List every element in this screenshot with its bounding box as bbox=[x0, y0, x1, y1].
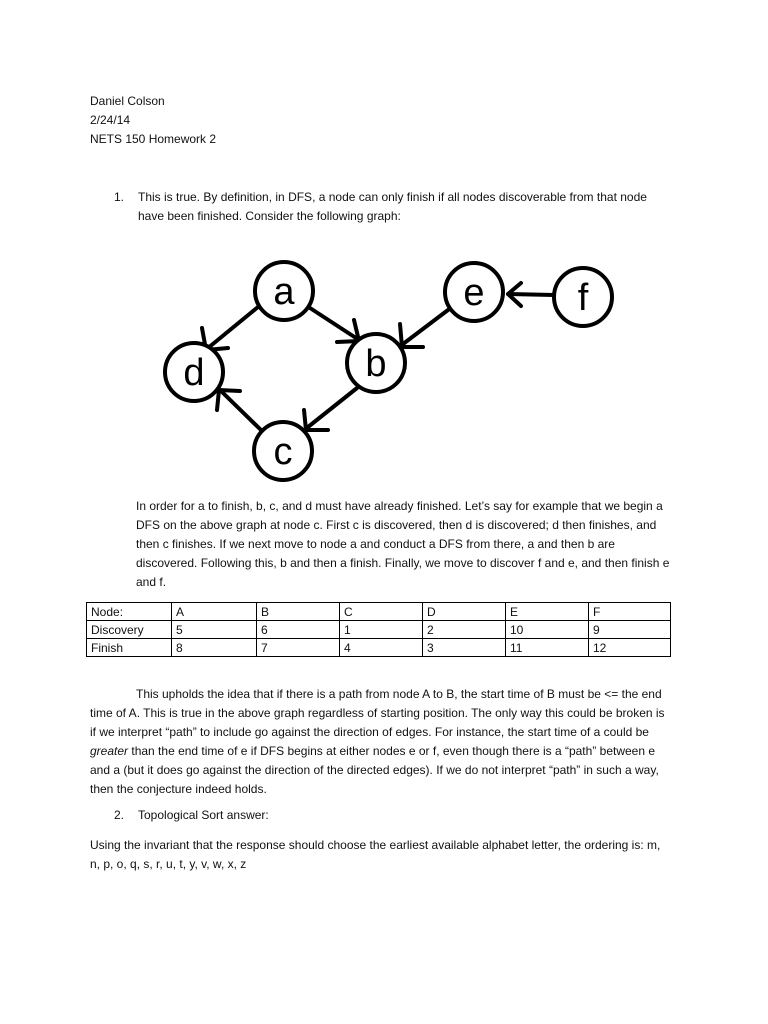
conclusion-text-part-1: This upholds the idea that if there is a path from node A to B, the start time of B must be <= the end time of A. This is true in the above graph regardless of starting position. The only way this could be broken is if we interpret “path” to include go against the direction of edges. For instance, the start time of a could be bbox=[90, 687, 665, 739]
table-cell: 8 bbox=[172, 639, 257, 657]
edge-c-d bbox=[221, 391, 261, 430]
edge-b-c bbox=[308, 388, 357, 427]
node-d-label: d bbox=[183, 352, 205, 394]
table-header-cell: B bbox=[257, 603, 340, 621]
table-cell: Finish bbox=[87, 639, 172, 657]
node-c-label: c bbox=[273, 431, 293, 473]
table-cell: 2 bbox=[423, 621, 506, 639]
table-cell: 3 bbox=[423, 639, 506, 657]
conclusion-emphasis: greater bbox=[90, 744, 129, 758]
table-cell: 12 bbox=[589, 639, 671, 657]
dfs-times-table bbox=[86, 602, 671, 657]
table-header-cell: E bbox=[506, 603, 589, 621]
question-2-number: 2. bbox=[114, 808, 125, 822]
table-header-cell: C bbox=[340, 603, 423, 621]
question-2-answer: Using the invariant that the response should choose the earliest available alphabet letter, the ordering is: m, n, p, o, q, s, r, u, t, y, v, w, x, z bbox=[90, 838, 661, 871]
edge-e-b bbox=[403, 310, 448, 344]
table-cell: 7 bbox=[257, 639, 340, 657]
table-cell: 10 bbox=[506, 621, 589, 639]
table-row-discovery bbox=[87, 621, 671, 639]
node-b-label: b bbox=[365, 343, 387, 385]
question-1-number: 1. bbox=[114, 190, 125, 204]
dfs-graph-diagram bbox=[150, 250, 630, 485]
table-header-cell: A bbox=[172, 603, 257, 621]
table-row-finish bbox=[87, 639, 671, 657]
node-f-label: f bbox=[577, 277, 589, 319]
question-2-title: Topological Sort answer: bbox=[138, 808, 269, 822]
course-title: NETS 150 Homework 2 bbox=[90, 132, 217, 146]
edge-a-b bbox=[310, 308, 356, 338]
table-cell: 4 bbox=[340, 639, 423, 657]
conclusion-text-part-2: than the end time of e if DFS begins at either nodes e or f, even though there is a “path” between e and a (but it does go against the direction of the directed edges). If we do not interpret “path” in such a way, then the conjecture indeed holds. bbox=[90, 744, 659, 796]
table-cell: 1 bbox=[340, 621, 423, 639]
table-cell: 11 bbox=[506, 639, 589, 657]
node-e-label: e bbox=[463, 272, 485, 314]
question-1-conclusion bbox=[90, 685, 673, 799]
edge-a-d bbox=[208, 307, 258, 348]
edge-f-e bbox=[508, 294, 554, 295]
node-a-label: a bbox=[273, 271, 295, 313]
table-cell: 9 bbox=[589, 621, 671, 639]
table-header-cell: F bbox=[589, 603, 671, 621]
table-cell: 5 bbox=[172, 621, 257, 639]
table-header-cell: Node: bbox=[87, 603, 172, 621]
table-cell: Discovery bbox=[87, 621, 172, 639]
table-header-row bbox=[87, 603, 671, 621]
table-cell: 6 bbox=[257, 621, 340, 639]
question-1-intro: This is true. By definition, in DFS, a node can only finish if all nodes discoverable from that node have been finished. Consider the following graph: bbox=[138, 190, 647, 223]
document-date: 2/24/14 bbox=[90, 113, 131, 127]
question-1-explanation: In order for a to finish, b, c, and d must have already finished. Let’s say for example that we begin a DFS on the above graph at node c. First c is discovered, then d is discovered; d then finishes, and then c finishes. If we next move to node a and conduct a DFS from there, a and then b are discovered. Following this, b and then a finish. Finally, we move to discover f and e, and then finish e and f. bbox=[136, 499, 670, 589]
table-header-cell: D bbox=[423, 603, 506, 621]
author-name: Daniel Colson bbox=[90, 94, 165, 108]
